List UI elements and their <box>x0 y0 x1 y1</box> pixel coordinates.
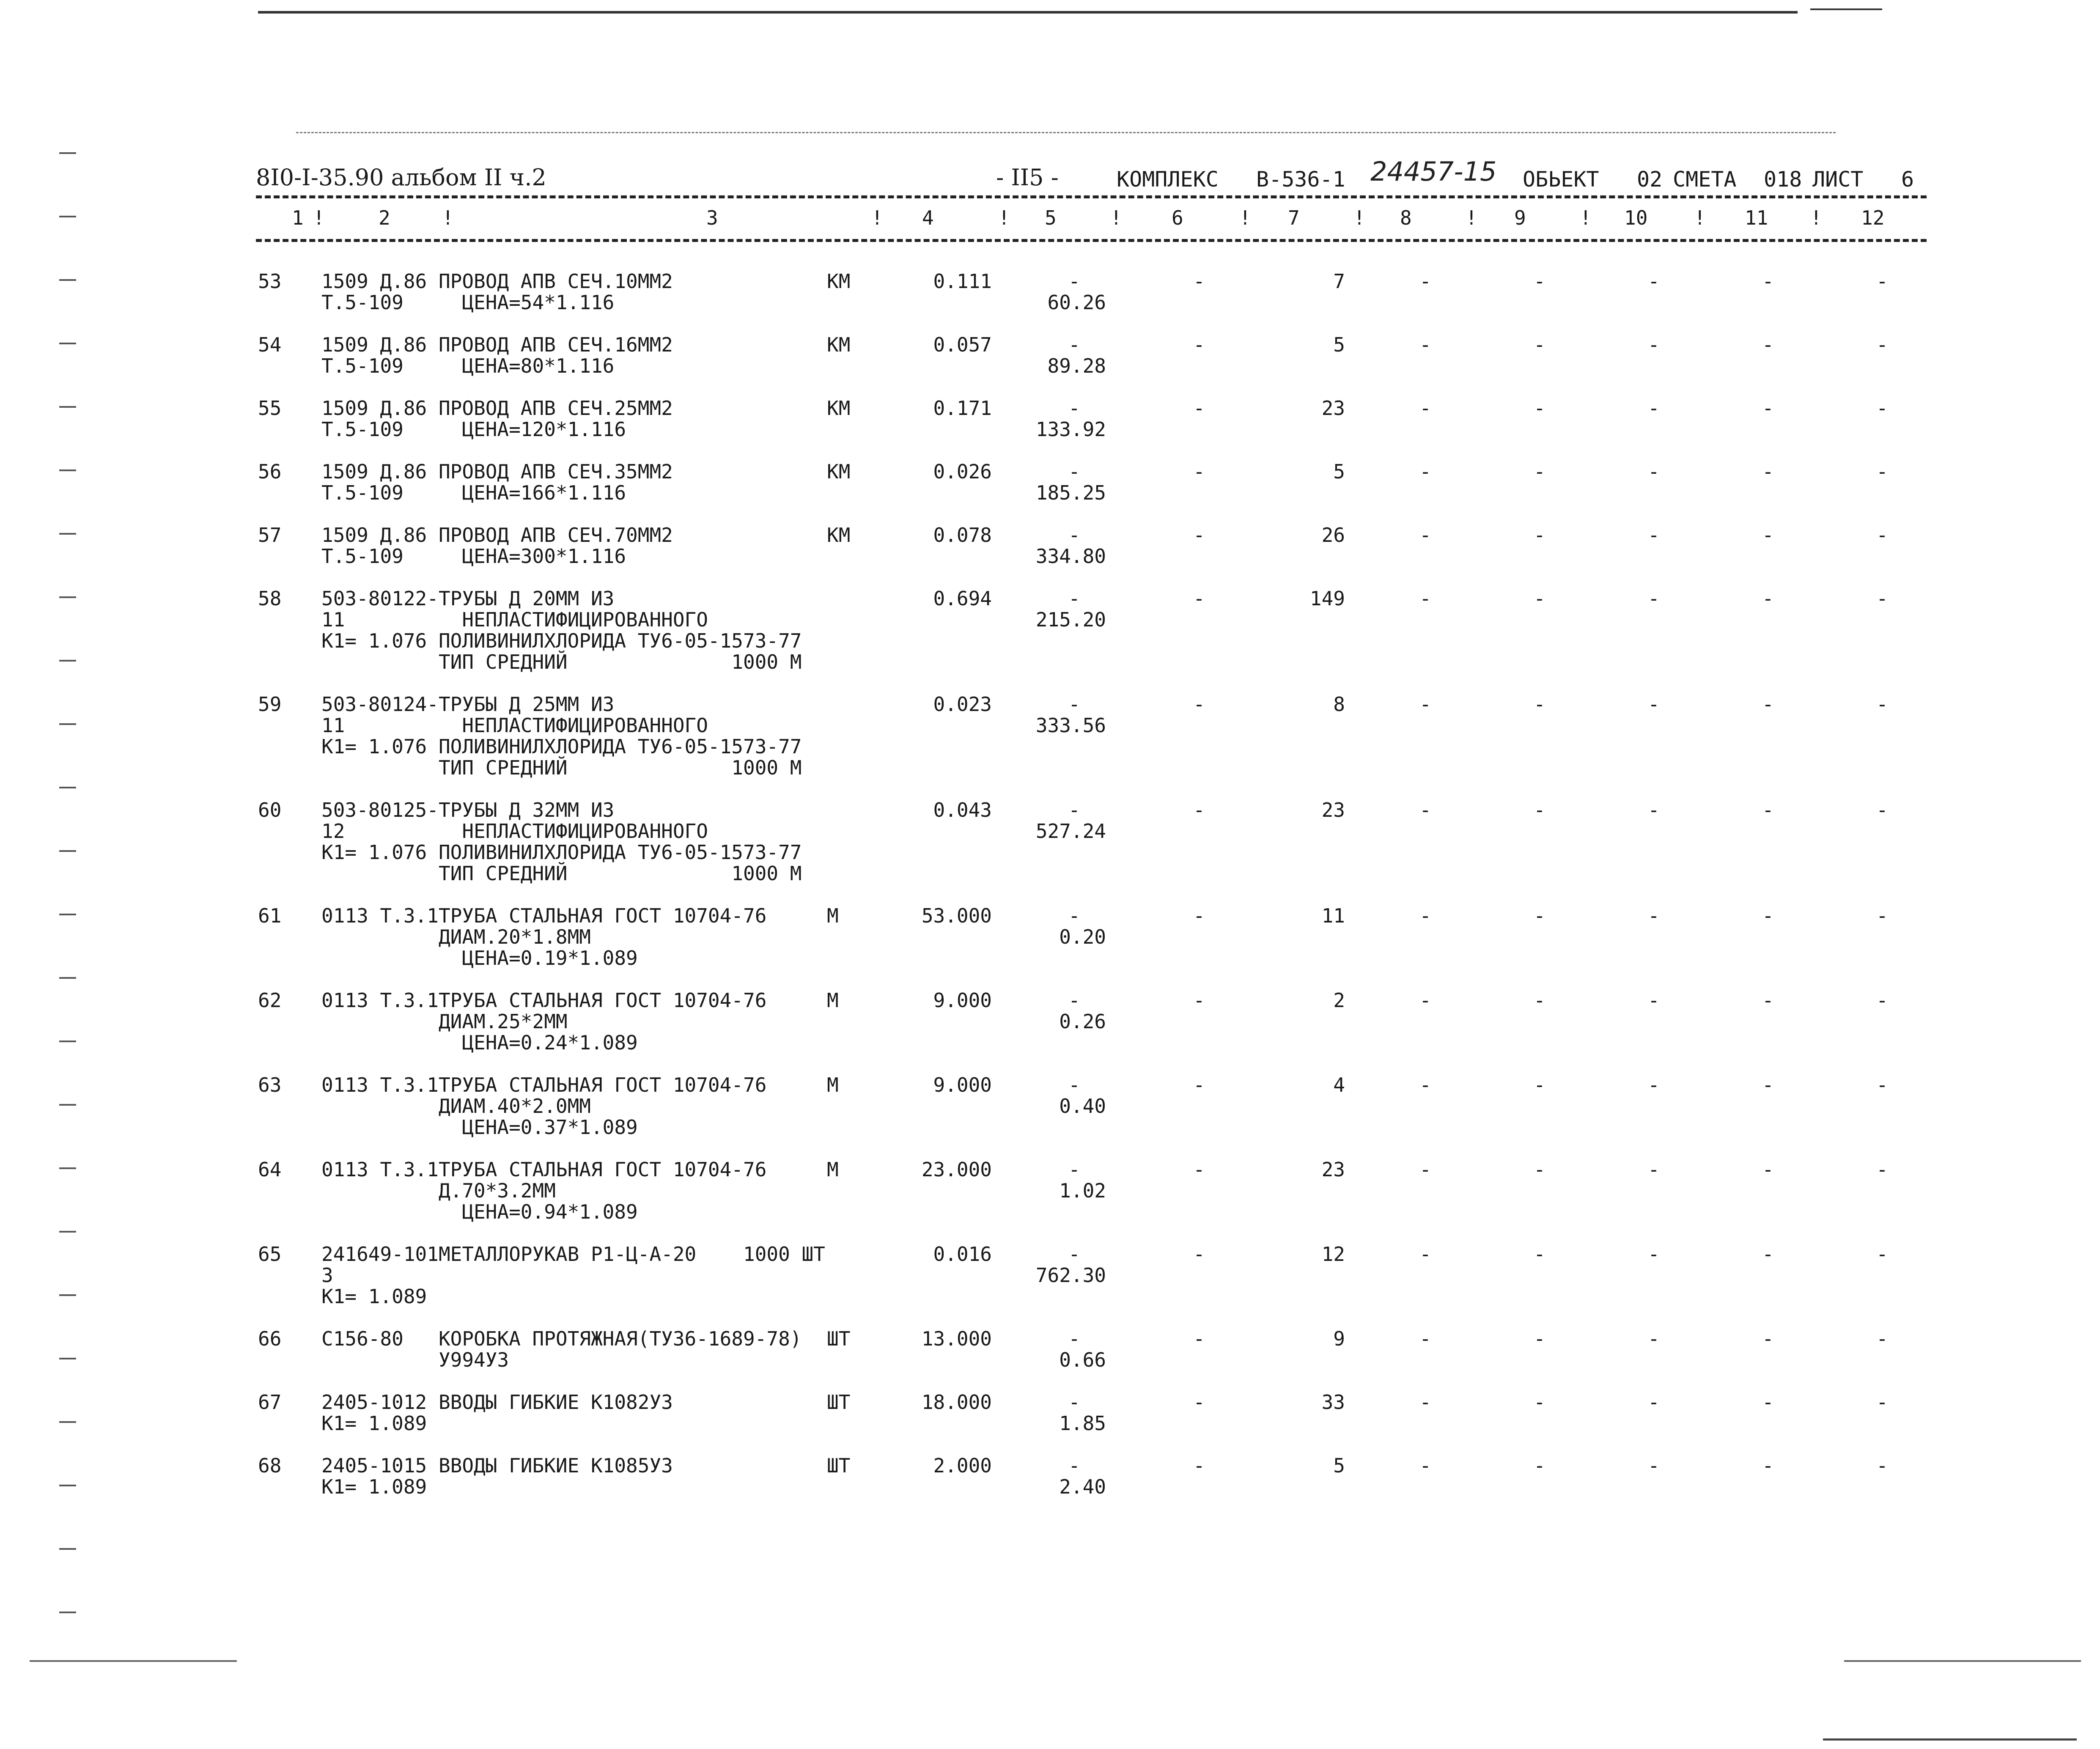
column-number: 3 <box>706 206 718 229</box>
row-col7-total: 23 <box>1321 799 1345 821</box>
row-description-line: 1509 Д.86 ПРОВОД АПВ СЕЧ.10ММ2 <box>321 270 673 293</box>
row-empty-cell: - <box>1534 1454 1545 1477</box>
row-col6: - <box>1193 1074 1205 1096</box>
column-header-row <box>0 207 2100 233</box>
row-unit: М <box>827 904 839 927</box>
column-number: 5 <box>1045 206 1057 229</box>
row-empty-cell: - <box>1534 524 1545 546</box>
row-empty-cell: - <box>1648 1074 1660 1096</box>
row-col7-total: 5 <box>1333 460 1345 483</box>
row-col7-total: 23 <box>1321 1158 1345 1181</box>
row-empty-cell: - <box>1534 693 1545 716</box>
row-quantity: 9.000 <box>933 1074 992 1096</box>
dotted-rule <box>296 132 1836 133</box>
row-empty-cell: - <box>1762 1243 1774 1266</box>
row-empty-cell: - <box>1648 1391 1660 1414</box>
row-description-line: 3 <box>321 1264 333 1287</box>
row-description-line: К1= 1.089 <box>321 1475 427 1498</box>
margin-mark <box>59 1041 76 1042</box>
row-number: 62 <box>258 989 282 1012</box>
row-empty-cell: - <box>1648 989 1660 1012</box>
row-description-line: ЦЕНА=0.94*1.089 <box>321 1200 638 1223</box>
doc-code: 8I0-I-35.90 альбом II ч.2 <box>256 164 546 191</box>
row-quantity: 0.171 <box>933 397 992 420</box>
row-description-line: 1509 Д.86 ПРОВОД АПВ СЕЧ.25ММ2 <box>321 397 673 420</box>
object-number: 02 <box>1637 167 1663 192</box>
row-quantity: 0.016 <box>933 1243 992 1266</box>
row-unit-price: 2.40 <box>1059 1475 1106 1498</box>
row-unit: КМ <box>827 524 851 546</box>
row-unit: ШТ <box>827 1454 851 1477</box>
row-description-line: ДИАМ.20*1.8ММ <box>321 925 591 948</box>
row-description-line: ТИП СРЕДНИЙ 1000 М <box>321 756 802 779</box>
row-empty-cell: - <box>1876 1243 1888 1266</box>
row-col7-total: 9 <box>1333 1327 1345 1350</box>
row-empty-cell: - <box>1534 1074 1545 1096</box>
row-col5-dash: - <box>1068 1074 1080 1096</box>
row-unit-price: 333.56 <box>1035 714 1106 737</box>
row-description-line: 0113 Т.3.1ТРУБА СТАЛЬНАЯ ГОСТ 10704-76 <box>321 1158 767 1181</box>
row-empty-cell: - <box>1534 587 1545 610</box>
row-empty-cell: - <box>1648 1158 1660 1181</box>
column-number: 6 <box>1172 206 1183 229</box>
column-number: 4 <box>922 206 934 229</box>
row-description-line: 1509 Д.86 ПРОВОД АПВ СЕЧ.16ММ2 <box>321 333 673 356</box>
column-separator: ! <box>1694 206 1706 229</box>
row-empty-cell: - <box>1419 587 1431 610</box>
row-description-line: Т.5-109 ЦЕНА=166*1.116 <box>321 481 626 504</box>
row-number: 67 <box>258 1391 282 1414</box>
row-col5-dash: - <box>1068 693 1080 716</box>
row-description-line: ДИАМ.25*2ММ <box>321 1010 568 1033</box>
margin-mark <box>59 152 76 154</box>
row-unit-price: 334.80 <box>1035 545 1106 568</box>
row-col7-total: 12 <box>1321 1243 1345 1266</box>
row-empty-cell: - <box>1648 904 1660 927</box>
row-empty-cell: - <box>1876 524 1888 546</box>
row-col6: - <box>1193 333 1205 356</box>
bottom-rule-right <box>1844 1660 2081 1662</box>
row-col5-dash: - <box>1068 904 1080 927</box>
row-empty-cell: - <box>1648 1243 1660 1266</box>
row-empty-cell: - <box>1876 904 1888 927</box>
row-col6: - <box>1193 989 1205 1012</box>
row-description-line: Т.5-109 ЦЕНА=120*1.116 <box>321 418 626 441</box>
row-col7-total: 5 <box>1333 1454 1345 1477</box>
smeta-number: 018 <box>1764 167 1802 192</box>
column-separator: ! <box>442 206 454 229</box>
row-col6: - <box>1193 397 1205 420</box>
row-empty-cell: - <box>1762 1158 1774 1181</box>
row-empty-cell: - <box>1534 1327 1545 1350</box>
row-description-line: ТИП СРЕДНИЙ 1000 М <box>321 862 802 885</box>
row-col5-dash: - <box>1068 1243 1080 1266</box>
row-empty-cell: - <box>1762 693 1774 716</box>
row-description-line: Т.5-109 ЦЕНА=80*1.116 <box>321 354 615 377</box>
row-empty-cell: - <box>1876 270 1888 293</box>
row-col6: - <box>1193 587 1205 610</box>
header-rule-bottom <box>256 239 1927 242</box>
row-col6: - <box>1193 524 1205 546</box>
row-number: 54 <box>258 333 282 356</box>
row-empty-cell: - <box>1762 397 1774 420</box>
row-unit-price: 0.66 <box>1059 1348 1106 1371</box>
row-empty-cell: - <box>1419 904 1431 927</box>
row-col6: - <box>1193 693 1205 716</box>
row-quantity: 0.111 <box>933 270 992 293</box>
margin-mark <box>59 1421 76 1423</box>
row-unit: М <box>827 1074 839 1096</box>
margin-mark <box>59 216 76 217</box>
row-empty-cell: - <box>1762 904 1774 927</box>
column-number: 11 <box>1745 206 1768 229</box>
row-description-line: С156-80 КОРОБКА ПРОТЯЖНАЯ(ТУ36-1689-78) <box>321 1327 802 1350</box>
row-empty-cell: - <box>1419 270 1431 293</box>
row-number: 68 <box>258 1454 282 1477</box>
row-col7-total: 33 <box>1321 1391 1345 1414</box>
row-description-line: 241649-101МЕТАЛЛОРУКАВ Р1-Ц-А-20 1000 ШТ <box>321 1243 825 1266</box>
row-col6: - <box>1193 460 1205 483</box>
row-number: 58 <box>258 587 282 610</box>
row-unit: ШТ <box>827 1327 851 1350</box>
bottom-corner-rule <box>1823 1738 2077 1741</box>
row-description-line: ЦЕНА=0.24*1.089 <box>321 1031 638 1054</box>
row-description-line: К1= 1.089 <box>321 1285 427 1308</box>
row-empty-cell: - <box>1876 333 1888 356</box>
row-number: 66 <box>258 1327 282 1350</box>
margin-mark <box>59 1231 76 1233</box>
row-empty-cell: - <box>1534 397 1545 420</box>
row-number: 59 <box>258 693 282 716</box>
row-unit: М <box>827 989 839 1012</box>
komplex-code: В-536-1 <box>1256 167 1345 192</box>
row-unit-price: 1.85 <box>1059 1412 1106 1435</box>
row-empty-cell: - <box>1762 799 1774 821</box>
row-col6: - <box>1193 1391 1205 1414</box>
row-empty-cell: - <box>1419 1391 1431 1414</box>
row-empty-cell: - <box>1876 1074 1888 1096</box>
row-col7-total: 8 <box>1333 693 1345 716</box>
top-rule-short <box>1810 8 1882 10</box>
row-empty-cell: - <box>1648 524 1660 546</box>
row-description-line: К1= 1.089 <box>321 1412 427 1435</box>
row-quantity: 0.694 <box>933 587 992 610</box>
row-empty-cell: - <box>1762 1391 1774 1414</box>
list-label: ЛИСТ <box>1812 167 1864 192</box>
row-empty-cell: - <box>1534 1158 1545 1181</box>
row-empty-cell: - <box>1762 1074 1774 1096</box>
row-col6: - <box>1193 1158 1205 1181</box>
margin-mark <box>59 1294 76 1296</box>
row-empty-cell: - <box>1419 1158 1431 1181</box>
row-empty-cell: - <box>1419 1243 1431 1266</box>
row-empty-cell: - <box>1876 587 1888 610</box>
row-empty-cell: - <box>1876 989 1888 1012</box>
page-label: - II5 - <box>996 164 1059 191</box>
row-col7-total: 2 <box>1333 989 1345 1012</box>
row-unit: М <box>827 1158 839 1181</box>
column-separator: ! <box>1466 206 1477 229</box>
column-number: 9 <box>1514 206 1526 229</box>
row-unit-price: 215.20 <box>1035 608 1106 631</box>
column-number: 8 <box>1400 206 1412 229</box>
smeta-label: СМЕТА <box>1673 167 1737 192</box>
row-empty-cell: - <box>1762 524 1774 546</box>
row-description-line: У994У3 <box>321 1348 509 1371</box>
row-empty-cell: - <box>1648 587 1660 610</box>
margin-mark <box>59 1358 76 1359</box>
column-number: 10 <box>1624 206 1648 229</box>
row-description-line: 503-80124-ТРУБЫ Д 25ММ ИЗ <box>321 693 615 716</box>
row-empty-cell: - <box>1876 1391 1888 1414</box>
row-col5-dash: - <box>1068 1391 1080 1414</box>
row-empty-cell: - <box>1762 1454 1774 1477</box>
row-col7-total: 11 <box>1321 904 1345 927</box>
row-empty-cell: - <box>1876 1158 1888 1181</box>
margin-mark <box>59 914 76 915</box>
row-number: 56 <box>258 460 282 483</box>
row-col6: - <box>1193 1243 1205 1266</box>
row-empty-cell: - <box>1534 989 1545 1012</box>
bottom-rule-left <box>30 1660 237 1662</box>
row-unit-price: 89.28 <box>1047 354 1106 377</box>
row-quantity: 0.057 <box>933 333 992 356</box>
row-quantity: 0.026 <box>933 460 992 483</box>
row-unit: КМ <box>827 460 851 483</box>
row-col5-dash: - <box>1068 270 1080 293</box>
row-unit: ШТ <box>827 1391 851 1414</box>
row-empty-cell: - <box>1419 799 1431 821</box>
margin-mark <box>59 533 76 535</box>
column-separator: ! <box>1580 206 1592 229</box>
margin-mark <box>59 1104 76 1106</box>
row-empty-cell: - <box>1534 799 1545 821</box>
margin-mark <box>59 406 76 408</box>
row-col7-total: 4 <box>1333 1074 1345 1096</box>
row-number: 55 <box>258 397 282 420</box>
row-description-line: 1509 Д.86 ПРОВОД АПВ СЕЧ.35ММ2 <box>321 460 673 483</box>
row-empty-cell: - <box>1419 397 1431 420</box>
row-empty-cell: - <box>1534 1243 1545 1266</box>
margin-mark <box>59 850 76 852</box>
row-col5-dash: - <box>1068 524 1080 546</box>
row-number: 60 <box>258 799 282 821</box>
margin-mark <box>59 1485 76 1486</box>
object-label: ОБЬЕКТ <box>1523 167 1599 192</box>
column-separator: ! <box>1353 206 1365 229</box>
margin-mark <box>59 343 76 344</box>
row-description-line: 2405-1015 ВВОДЫ ГИБКИЕ К1085У3 <box>321 1454 673 1477</box>
row-unit-price: 762.30 <box>1035 1264 1106 1287</box>
row-unit-price: 0.26 <box>1059 1010 1106 1033</box>
row-col6: - <box>1193 1327 1205 1350</box>
row-empty-cell: - <box>1534 1391 1545 1414</box>
row-description-line: Т.5-109 ЦЕНА=54*1.116 <box>321 291 615 314</box>
column-number: 1 <box>292 206 304 229</box>
row-quantity: 53.000 <box>921 904 992 927</box>
row-col5-dash: - <box>1068 460 1080 483</box>
row-description-line: К1= 1.076 ПОЛИВИНИЛХЛОРИДА ТУ6-05-1573-77 <box>321 841 802 864</box>
row-empty-cell: - <box>1648 460 1660 483</box>
row-empty-cell: - <box>1762 460 1774 483</box>
row-empty-cell: - <box>1762 333 1774 356</box>
row-unit: КМ <box>827 270 851 293</box>
row-description-line: 11 НЕПЛАСТИФИЦИРОВАННОГО <box>321 608 708 631</box>
row-description-line: Д.70*3.2ММ <box>321 1179 556 1202</box>
row-empty-cell: - <box>1648 1454 1660 1477</box>
row-quantity: 2.000 <box>933 1454 992 1477</box>
komplex-label: КОМПЛЕКС <box>1117 167 1219 192</box>
row-description-line: 1509 Д.86 ПРОВОД АПВ СЕЧ.70ММ2 <box>321 524 673 546</box>
row-description-line: ДИАМ.40*2.0ММ <box>321 1095 591 1117</box>
row-quantity: 0.043 <box>933 799 992 821</box>
row-description-line: К1= 1.076 ПОЛИВИНИЛХЛОРИДА ТУ6-05-1573-77 <box>321 735 802 758</box>
row-col7-total: 23 <box>1321 397 1345 420</box>
row-empty-cell: - <box>1648 270 1660 293</box>
row-col7-total: 149 <box>1309 587 1345 610</box>
row-empty-cell: - <box>1419 460 1431 483</box>
row-number: 65 <box>258 1243 282 1266</box>
row-empty-cell: - <box>1876 799 1888 821</box>
column-separator: ! <box>1110 206 1122 229</box>
row-empty-cell: - <box>1648 397 1660 420</box>
row-unit-price: 185.25 <box>1035 481 1106 504</box>
row-empty-cell: - <box>1419 1454 1431 1477</box>
column-separator: ! <box>998 206 1010 229</box>
margin-mark <box>59 723 76 725</box>
column-number: 2 <box>379 206 390 229</box>
row-empty-cell: - <box>1419 1327 1431 1350</box>
row-col6: - <box>1193 1454 1205 1477</box>
margin-mark <box>59 596 76 598</box>
column-number: 12 <box>1861 206 1885 229</box>
column-separator: ! <box>1239 206 1251 229</box>
row-unit-price: 527.24 <box>1035 820 1106 843</box>
row-col6: - <box>1193 799 1205 821</box>
margin-mark <box>59 1548 76 1550</box>
margin-mark <box>59 279 76 281</box>
row-col5-dash: - <box>1068 799 1080 821</box>
row-description-line: 0113 Т.3.1ТРУБА СТАЛЬНАЯ ГОСТ 10704-76 <box>321 1074 767 1096</box>
row-quantity: 23.000 <box>921 1158 992 1181</box>
row-unit-price: 133.92 <box>1035 418 1106 441</box>
row-unit-price: 0.20 <box>1059 925 1106 948</box>
margin-mark <box>59 1167 76 1169</box>
row-description-line: 12 НЕПЛАСТИФИЦИРОВАННОГО <box>321 820 708 843</box>
row-quantity: 0.078 <box>933 524 992 546</box>
row-quantity: 0.023 <box>933 693 992 716</box>
row-unit-price: 60.26 <box>1047 291 1106 314</box>
column-separator: ! <box>1810 206 1822 229</box>
row-description-line: 11 НЕПЛАСТИФИЦИРОВАННОГО <box>321 714 708 737</box>
row-description-line: ЦЕНА=0.37*1.089 <box>321 1116 638 1139</box>
row-unit-price: 1.02 <box>1059 1179 1106 1202</box>
row-empty-cell: - <box>1876 693 1888 716</box>
row-number: 63 <box>258 1074 282 1096</box>
column-separator: ! <box>313 206 325 229</box>
row-number: 57 <box>258 524 282 546</box>
margin-mark <box>59 660 76 662</box>
row-empty-cell: - <box>1419 1074 1431 1096</box>
row-number: 64 <box>258 1158 282 1181</box>
row-description-line: 0113 Т.3.1ТРУБА СТАЛЬНАЯ ГОСТ 10704-76 <box>321 989 767 1012</box>
margin-mark <box>59 470 76 471</box>
header-rule-top <box>256 195 1927 198</box>
margin-mark <box>59 977 76 979</box>
row-col5-dash: - <box>1068 397 1080 420</box>
row-quantity: 18.000 <box>921 1391 992 1414</box>
row-description-line: 0113 Т.3.1ТРУБА СТАЛЬНАЯ ГОСТ 10704-76 <box>321 904 767 927</box>
row-empty-cell: - <box>1876 1454 1888 1477</box>
row-empty-cell: - <box>1419 693 1431 716</box>
handwritten-code: 24457-15 <box>1370 156 1497 187</box>
row-quantity: 9.000 <box>933 989 992 1012</box>
row-col7-total: 26 <box>1321 524 1345 546</box>
row-description-line: 503-80125-ТРУБЫ Д 32ММ ИЗ <box>321 799 615 821</box>
row-number: 61 <box>258 904 282 927</box>
row-col6: - <box>1193 904 1205 927</box>
row-empty-cell: - <box>1762 587 1774 610</box>
row-empty-cell: - <box>1419 989 1431 1012</box>
row-description-line: К1= 1.076 ПОЛИВИНИЛХЛОРИДА ТУ6-05-1573-77 <box>321 629 802 652</box>
list-number: 6 <box>1901 167 1914 192</box>
row-empty-cell: - <box>1762 1327 1774 1350</box>
row-empty-cell: - <box>1534 904 1545 927</box>
row-col5-dash: - <box>1068 333 1080 356</box>
row-col6: - <box>1193 270 1205 293</box>
row-empty-cell: - <box>1876 1327 1888 1350</box>
row-col5-dash: - <box>1068 989 1080 1012</box>
row-unit-price: 0.40 <box>1059 1095 1106 1117</box>
margin-mark <box>59 1612 76 1613</box>
row-empty-cell: - <box>1534 270 1545 293</box>
row-empty-cell: - <box>1648 799 1660 821</box>
top-rule <box>258 11 1798 14</box>
row-empty-cell: - <box>1876 397 1888 420</box>
row-unit: КМ <box>827 333 851 356</box>
row-empty-cell: - <box>1419 333 1431 356</box>
row-col7-total: 5 <box>1333 333 1345 356</box>
row-empty-cell: - <box>1534 460 1545 483</box>
row-unit: КМ <box>827 397 851 420</box>
column-number: 7 <box>1288 206 1300 229</box>
row-number: 53 <box>258 270 282 293</box>
row-col7-total: 7 <box>1333 270 1345 293</box>
row-description-line: 2405-1012 ВВОДЫ ГИБКИЕ К1082У3 <box>321 1391 673 1414</box>
row-col5-dash: - <box>1068 1327 1080 1350</box>
row-empty-cell: - <box>1419 524 1431 546</box>
row-col5-dash: - <box>1068 1158 1080 1181</box>
row-col5-dash: - <box>1068 1454 1080 1477</box>
row-description-line: ТИП СРЕДНИЙ 1000 М <box>321 651 802 673</box>
row-quantity: 13.000 <box>921 1327 992 1350</box>
row-empty-cell: - <box>1648 693 1660 716</box>
row-description-line: Т.5-109 ЦЕНА=300*1.116 <box>321 545 626 568</box>
row-description-line: 503-80122-ТРУБЫ Д 20ММ ИЗ <box>321 587 615 610</box>
margin-mark <box>59 787 76 788</box>
row-col5-dash: - <box>1068 587 1080 610</box>
row-empty-cell: - <box>1648 333 1660 356</box>
row-empty-cell: - <box>1648 1327 1660 1350</box>
row-description-line: ЦЕНА=0.19*1.089 <box>321 947 638 969</box>
row-empty-cell: - <box>1876 460 1888 483</box>
row-empty-cell: - <box>1534 333 1545 356</box>
column-separator: ! <box>871 206 883 229</box>
row-empty-cell: - <box>1762 989 1774 1012</box>
row-empty-cell: - <box>1762 270 1774 293</box>
